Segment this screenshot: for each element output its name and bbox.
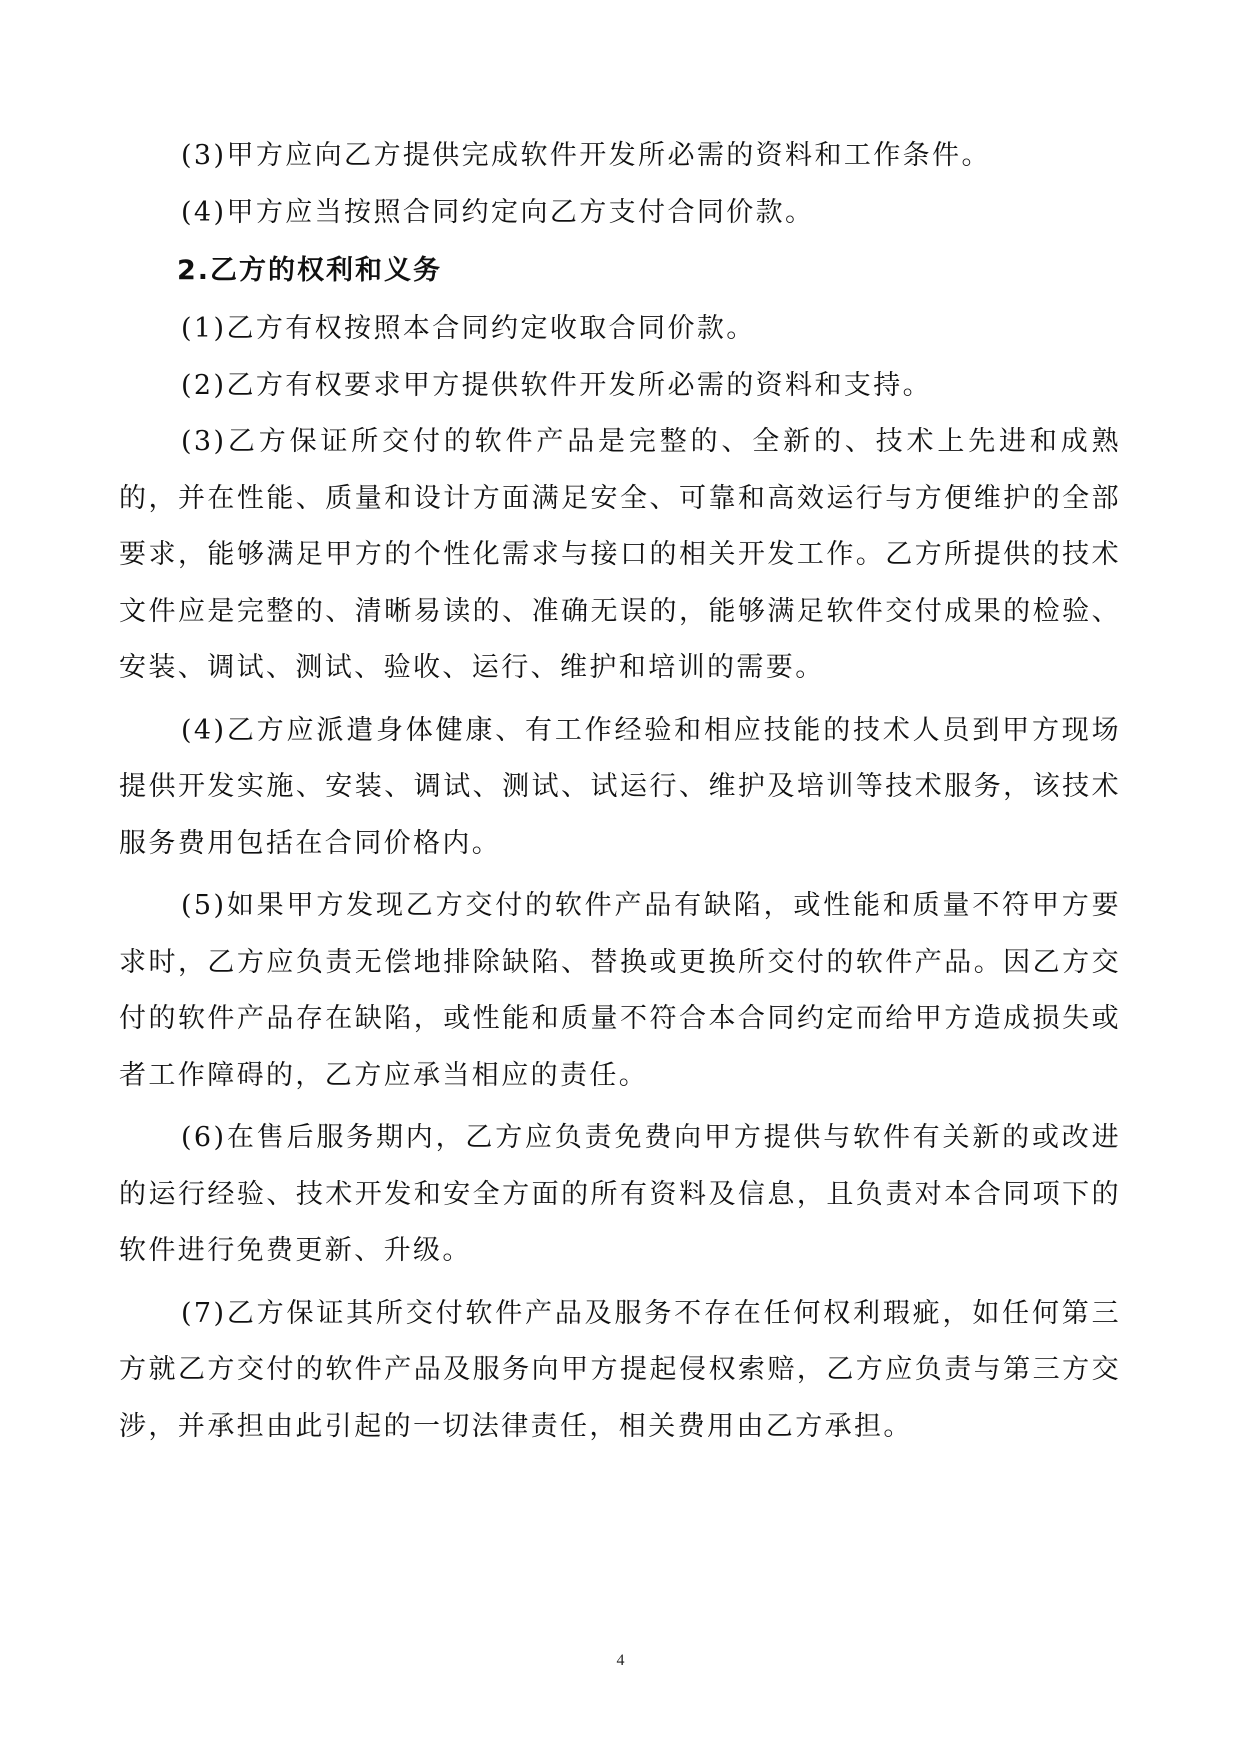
clause-b2: (2)乙方有权要求甲方提供软件开发所必需的资料和支持。 <box>181 369 933 401</box>
clause-b4: (4)乙方应派遣身体健康、有工作经验和相应技能的技术人员到甲方现场提供开发实施、安装、调试、测试、试运行、维护及培训等技术服务，该技术服务费用包括在合同价格内。 <box>119 714 1121 859</box>
clause-a3: (3)甲方应向乙方提供完成软件开发所必需的资料和工作条件。 <box>181 140 991 171</box>
clause-b6: (6)在售后服务期内，乙方应负责免费向甲方提供与软件有关新的或改进的运行经验、技术开发和安全方面的所有资料及信息，且负责对本合同项下的软件进行免费更新、升级。 <box>119 1122 1121 1266</box>
clause-b3: (3)乙方保证所交付的软件产品是完整的、全新的、技术上先进和成熟的，并在性能、质量和设计方面满足安全、可靠和高效运行与方便维护的全部要求，能够满足甲方的个性化需求与接口的相关开发工作。乙方所提供的技术文件应是完整的、清晰易读的、准确无误的，能够满足软件交付成果的检验、安装、调试、测试、验收、运行、维护和培训的需要。 <box>119 426 1121 683</box>
clause-a4: (4)甲方应当按照合同约定向乙方支付合同价款。 <box>181 196 815 228</box>
clause-b5: (5)如果甲方发现乙方交付的软件产品有缺陷，或性能和质量不符甲方要求时，乙方应负责无偿地排除缺陷、替换或更换所交付的软件产品。因乙方交付的软件产品存在缺陷，或性能和质量不符合本合同约定而给甲方造成损失或者工作障碍的，乙方应承当相应的责任。 <box>119 890 1121 1091</box>
clause-b7: (7)乙方保证其所交付软件产品及服务不存在任何权利瑕疵，如任何第三方就乙方交付的软件产品及服务向甲方提起侵权索赔，乙方应负责与第三方交涉，并承担由此引起的一切法律责任，相关费用由乙方承担。 <box>119 1297 1121 1442</box>
clause-b1: (1)乙方有权按照本合同约定收取合同价款。 <box>181 313 756 344</box>
document-body <box>119 128 1121 1455</box>
section-heading: 2.乙方的权利和义务 <box>177 255 443 286</box>
page-number: 4 <box>616 1652 625 1669</box>
